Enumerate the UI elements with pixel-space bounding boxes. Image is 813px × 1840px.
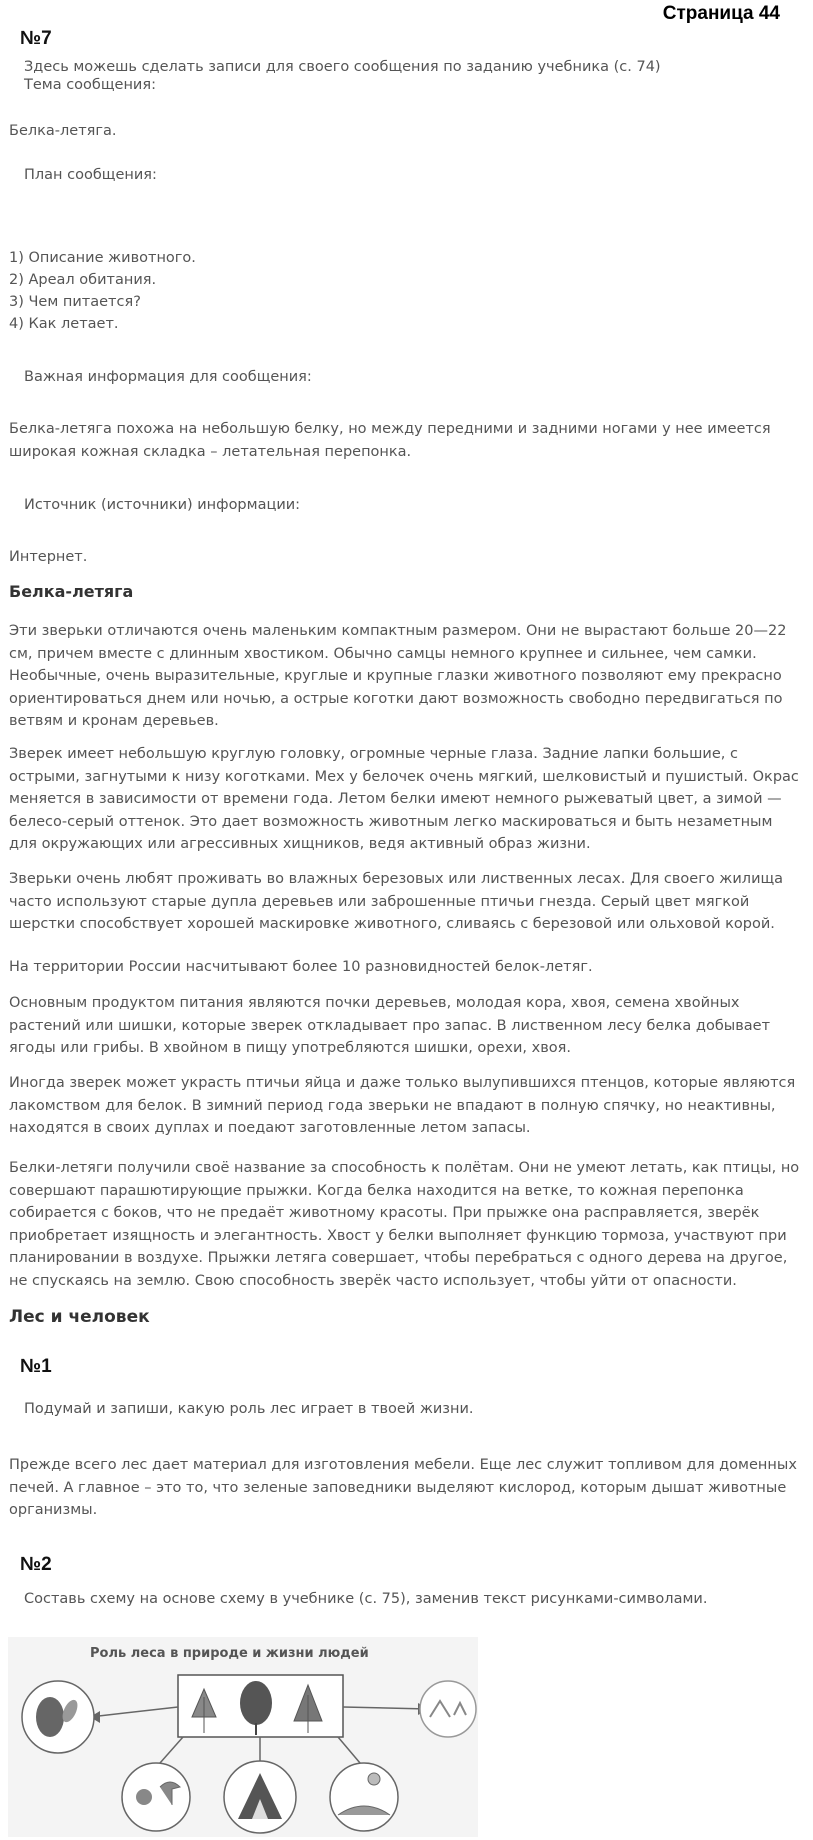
article-title: Белка-летяга [9,582,134,601]
topic-answer: Белка-летяга. [9,123,117,139]
plan-list [9,247,196,335]
list-item: 1) Описание животного. [9,250,196,266]
task-2-instruction: Составь схему на основе схему в учебнике (с. 75), заменив текст рисунками-символами. [24,1591,708,1607]
source-label: Источник (источники) информации: [24,497,301,513]
section-title: Лес и человек [9,1307,150,1327]
article-paragraph: Эти зверьки отличаются очень маленьким компактным размером. Они не вырастают больше 20—22 см, причем вместе с длинным хвостиком. Обычно самцы немного крупнее и сильнее, чем самки. Необычные, очень выразительные, круглые и крупные глазки животного позволяют ему прекрасно ориентироваться днем или ночью, а острые коготки дают возможность свободно передвигаться по ветвям и кронам деревьев. [9,623,787,729]
task-1-number: №1 [20,1356,52,1377]
list-item: 3) Чем питается? [9,294,141,310]
task-1-answer: Прежде всего лес дает материал для изготовления мебели. Еще лес служит топливом для доменных печей. А главное – это то, что зеленые заповедники выделяют кислород, которым дышат животные организмы. [9,1457,797,1518]
list-item: 4) Как летает. [9,316,119,332]
article-paragraph: Зверек имеет небольшую круглую головку, огромные черные глаза. Задние лапки большие, с острыми, загнутыми к низу коготками. Мех у белочек очень мягкий, шелковистый и пушистый. Окрас меняется в зависимости от времени года. Летом белки имеют немного рыжеватый цвет, а зимой — белесо-серый оттенок. Это дает возможность животным легко маскироваться и быть незаметным для окружающих или агрессивных хищников, ведя активный образ жизни. [9,746,799,852]
topic-label: Тема сообщения: [24,77,156,93]
source-answer: Интернет. [9,549,88,565]
task-7-number: №7 [20,28,52,49]
article-paragraph: Основным продуктом питания являются почки деревьев, молодая кора, хвоя, семена хвойных растений или шишки, которые зверек откладывает про запас. В лиственном лесу белка добывает ягоды или грибы. В хвойном в пищу употребляются шишки, орехи, хвоя. [9,995,771,1056]
info-label: Важная информация для сообщения: [24,369,312,385]
scheme-title: Роль леса в природе и жизни людей [90,1646,369,1661]
list-item: 2) Ареал обитания. [9,272,157,288]
article-paragraph: Иногда зверек может украсть птичьи яйца и даже только вылупившихся птенцов, которые являются лакомством для белок. В зимний период года зверьки не впадают в полную спячку, но неактивны, находятся в своих дуплах и поедают заготовленные летом запасы. [9,1075,796,1136]
article-paragraph: Зверьки очень любят проживать во влажных березовых или лиственных лесах. Для своего жилища часто используют старые дупла деревьев или заброшенные птичьи гнезда. Серый цвет мягкой шерстки способствует хорошей маскировке животного, сливаясь с березовой или ольховой корой. [9,871,784,932]
scheme-image [8,1637,478,1837]
task-2-number: №2 [20,1554,52,1575]
page-number: Страница 44 [662,3,780,24]
task-7-instruction: Здесь можешь сделать записи для своего сообщения по заданию учебника (с. 74) [24,59,661,75]
info-answer: Белка-летяга похожа на небольшую белку, но между передними и задними ногами у нее имеется широкая кожная складка – летательная перепонка. [9,421,771,460]
article-paragraph: На территории России насчитывают более 10 разновидностей белок-летяг. [9,959,593,975]
article-paragraph: Белки-летяги получили своё название за способность к полётам. Они не умеют летать, как птицы, но совершают парашютирующие прыжки. Когда белка находится на ветке, то кожная перепонка собирается с боков, что не предаёт животному красоты. При прыжке она расправляется, зверёк приобретает изящность и элегантность. Хвост у белки выполняет функцию тормоза, участвуют при планировании в воздухе. Прыжки летяга совершает, чтобы перебраться с одного дерева на другое, не спускаясь на землю. Свою способность зверёк часто использует, чтобы уйти от опасности. [9,1160,800,1289]
plan-label: План сообщения: [24,167,157,183]
task-1-instruction: Подумай и запиши, какую роль лес играет в твоей жизни. [24,1401,474,1417]
